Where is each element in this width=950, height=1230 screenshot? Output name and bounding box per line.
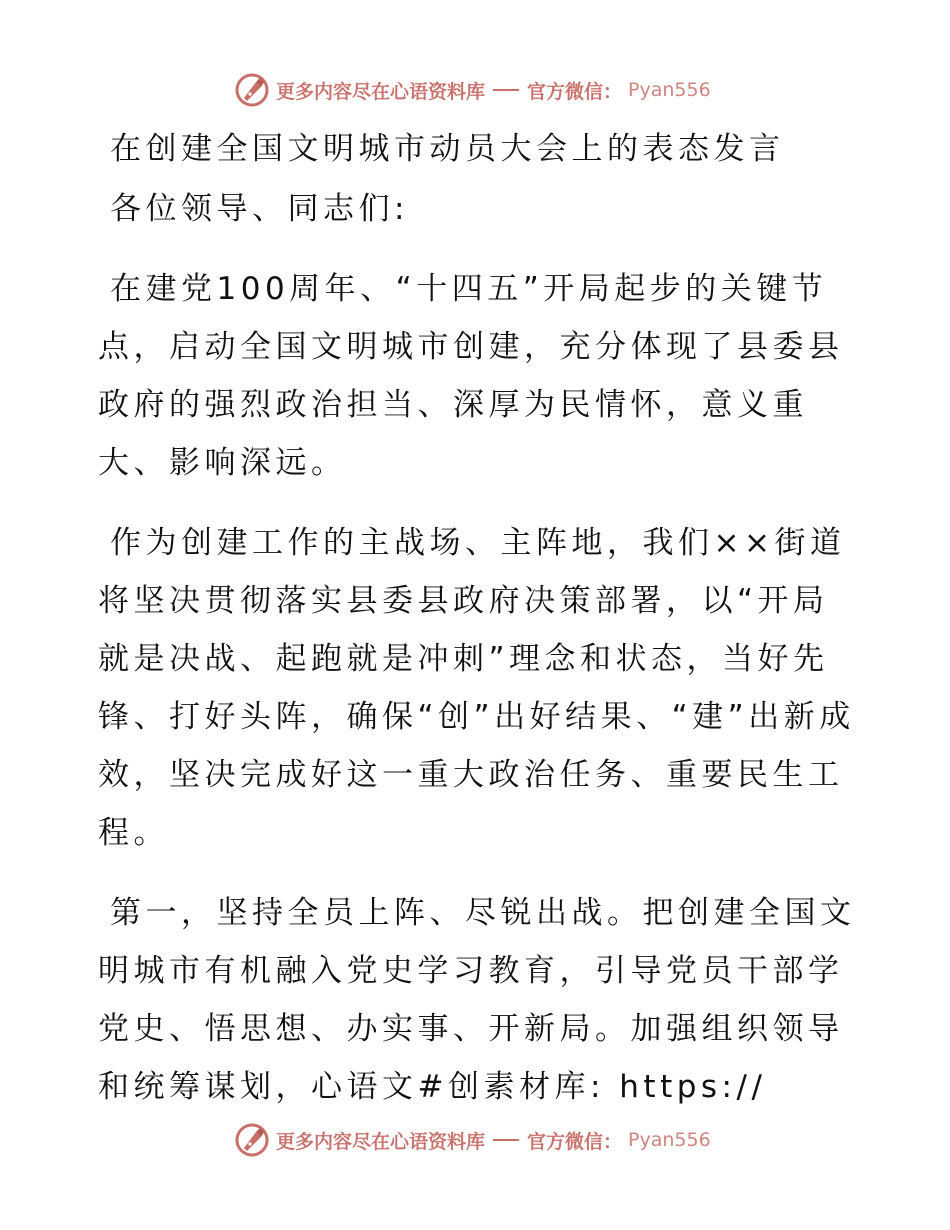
footer-brand-text: 更多内容尽在心语资料库 <box>276 1130 486 1153</box>
paragraph-2: 作为创建工作的主战场、主阵地，我们××街道将坚决贯彻落实县委县政府决策部署，以“开局就是决战、起跑就是冲刺”理念和状态，当好先锋、打好头阵，确保“创”出好结果、“建”出新成效，坚决完成好这一重大政治任务、重要民生工程。 <box>98 525 855 851</box>
footer-contact-id: Pyan556 <box>628 1129 711 1151</box>
header-divider <box>493 89 519 91</box>
document-body <box>98 120 858 1116</box>
document-title: 在创建全国文明城市动员大会上的表态发言 <box>110 131 785 167</box>
salutation: 各位领导、同志们: <box>110 191 409 227</box>
header-brand-text: 更多内容尽在心语资料库 <box>276 80 486 103</box>
footer-banner <box>234 1122 711 1158</box>
pen-nib-logo-icon <box>234 72 270 108</box>
header-contact-label: 官方微信： <box>527 80 623 103</box>
header-banner <box>234 72 711 108</box>
pen-nib-logo-icon <box>234 1122 270 1158</box>
footer-contact-label: 官方微信： <box>527 1130 623 1153</box>
footer-divider <box>493 1139 519 1141</box>
header-contact-id: Pyan556 <box>628 79 711 101</box>
paragraph-1: 在建党100周年、“十四五”开局起步的关键节点，启动全国文明城市创建，充分体现了县委县政府的强烈政治担当、深厚为民情怀，意义重大、影响深远。 <box>98 271 844 481</box>
paragraph-3: 第一，坚持全员上阵、尽锐出战。把创建全国文明城市有机融入党史学习教育，引导党员干部学党史、悟思想、办实事、开新局。加强组织领导和统筹谋划，心语文#创素材库: https:// <box>98 895 856 1105</box>
